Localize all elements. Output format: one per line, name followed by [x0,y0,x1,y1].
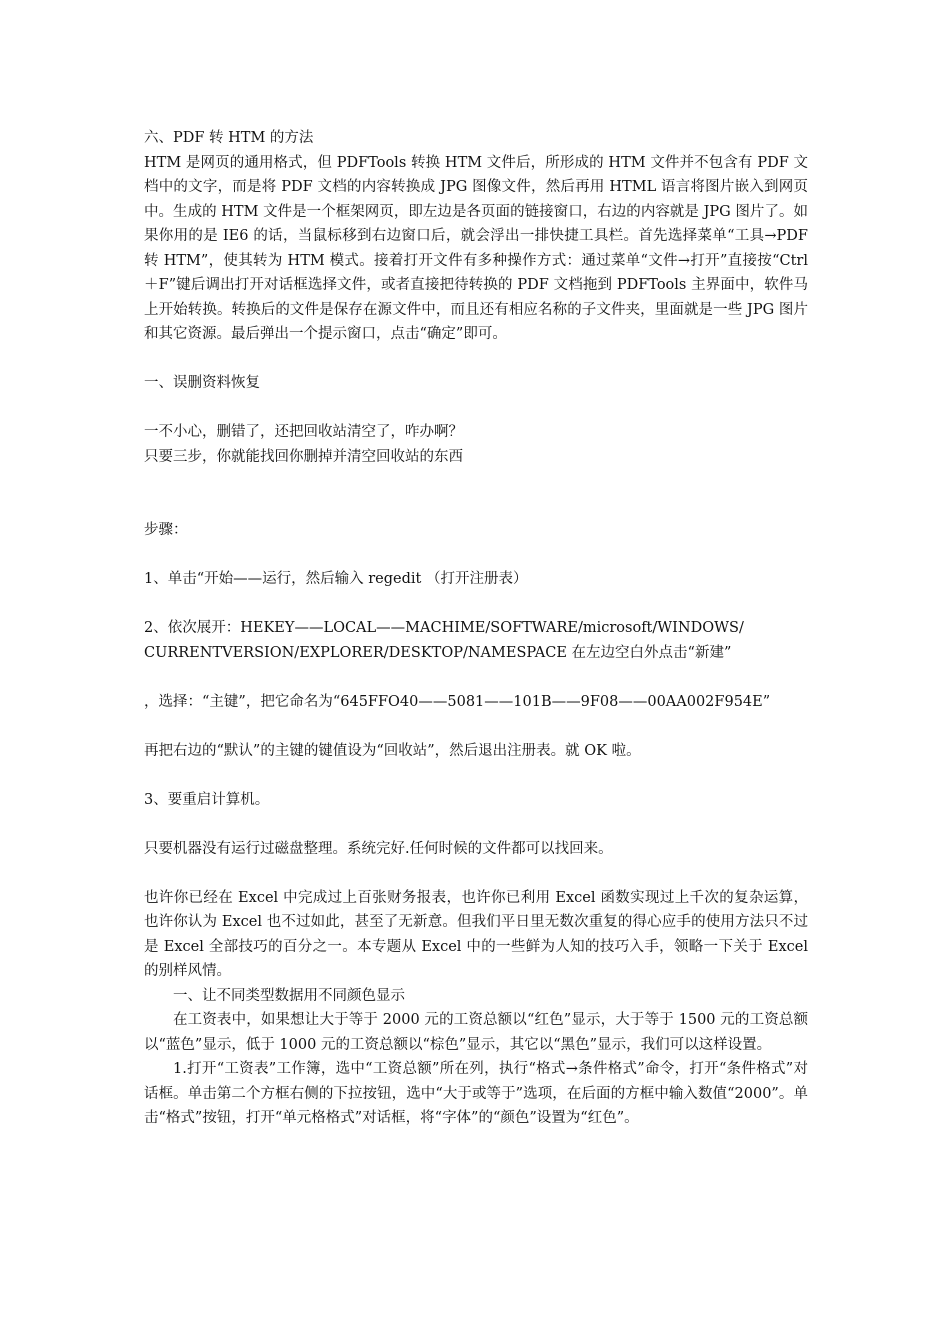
spacer [144,665,808,690]
spacer [144,469,808,518]
excel-para-2: 1.打开“工资表”工作簿，选中“工资总额”所在列，执行“格式→条件格式”命令，打开“条件格式”对话框。单击第二个方框右侧的下拉按钮，选中“大于或等于”选项，在后面的方框中输入数值“2000”。单击“格式”按钮，打开“单元格格式”对话框，将“字体”的“颜色”设置为“红色”。 [144,1061,808,1126]
step-2-line4: 再把右边的“默认”的主键的键值设为“回收站”，然后退出注册表。就 OK 啦。 [144,742,641,759]
recover-intro-line1: 一不小心，删错了，还把回收站清空了，咋办啊？ [144,424,463,440]
spacer [144,812,808,837]
step-1: 1、单击“开始——运行，然后输入 regedit （打开注册表） [144,571,528,587]
spacer [144,543,808,568]
spacer [144,861,808,886]
spacer [144,347,808,372]
spacer [144,396,808,421]
recover-heading: 一、误删资料恢复 [144,375,260,391]
section-six-body: HTM 是网页的通用格式，但 PDFTools 转换 HTM 文件后，所形成的 HTM 文件并不包含有 PDF 文档中的文字，而是将 PDF 文档的内容转换成 JPG 图像文件，然后再用 HTML 语言将图片嵌入到网页中。生成的 HTM 文件是一个框架网页，即左边是各页面的链接窗口，右边的内容就是 JPG 图片了。如果你用的是 IE6 的话，当鼠标移到右边窗口后，就会浮出一排快捷工具栏。首先选择菜单“工具→PDF 转 HTM”，使其转为 HTM 模式。接着打开文件有多种操作方式：通过菜单“文件→打开”直接按“Ctrl＋F”键后调出打开对话框选择文件，或者直接把待转换的 PDF 文档拖到 PDFTools 主界面中，软件马上开始转换。转换后的文件是保存在源文件中，而且还有相应名称的子文件夹，里面就是一些 JPG 图片和其它资源。最后弹出一个提示窗口，点击“确定”即可。 [144,154,813,342]
step-2-line3: ，选择：“主键”，把它命名为“645FFO40——5081——101B——9F08——00AA002F954E” [144,693,771,710]
spacer [144,714,808,739]
spacer [144,763,808,788]
excel-subheading: 一、让不同类型数据用不同颜色显示 [173,987,405,1004]
spacer [144,592,808,617]
step-2-line2: CURRENTVERSION/EXPLORER/DESKTOP/NAMESPACE 在左边空白外点击“新建” [144,644,732,661]
recover-note: 只要机器没有运行过磁盘整理。系统完好.任何时候的文件都可以找回来。 [144,840,613,857]
step-2-line1: 2、依次展开：HEKEY——LOCAL——MACHIME/SOFTWARE/microsoft/WINDOWS/ [144,620,744,636]
step-3: 3、要重启计算机。 [144,791,270,808]
steps-label: 步骤： [144,522,188,538]
recover-intro-line2: 只要三步，你就能找回你删掉并清空回收站的东西 [144,448,463,465]
excel-para-1: 在工资表中，如果想让大于等于 2000 元的工资总额以“红色”显示，大于等于 1500 元的工资总额以“蓝色”显示，低于 1000 元的工资总额以“棕色”显示，其它以“黑色”显示，我们可以这样设置。 [144,1012,808,1053]
document-body [144,126,813,1131]
section-six-heading: 六、PDF 转 HTM 的方法 [144,130,314,146]
excel-intro: 也许你已经在 Excel 中完成过上百张财务报表，也许你已利用 Excel 函数实现过上千次的复杂运算，也许你认为 Excel 也不过如此，甚至了无新意。但我们平日里无数次重复的得心应手的使用方法只不过是 Excel 全部技巧的百分之一。本专题从 Excel 中的一些鲜为人知的技巧入手，领略一下关于 Excel 的别样风情。 [144,889,813,979]
